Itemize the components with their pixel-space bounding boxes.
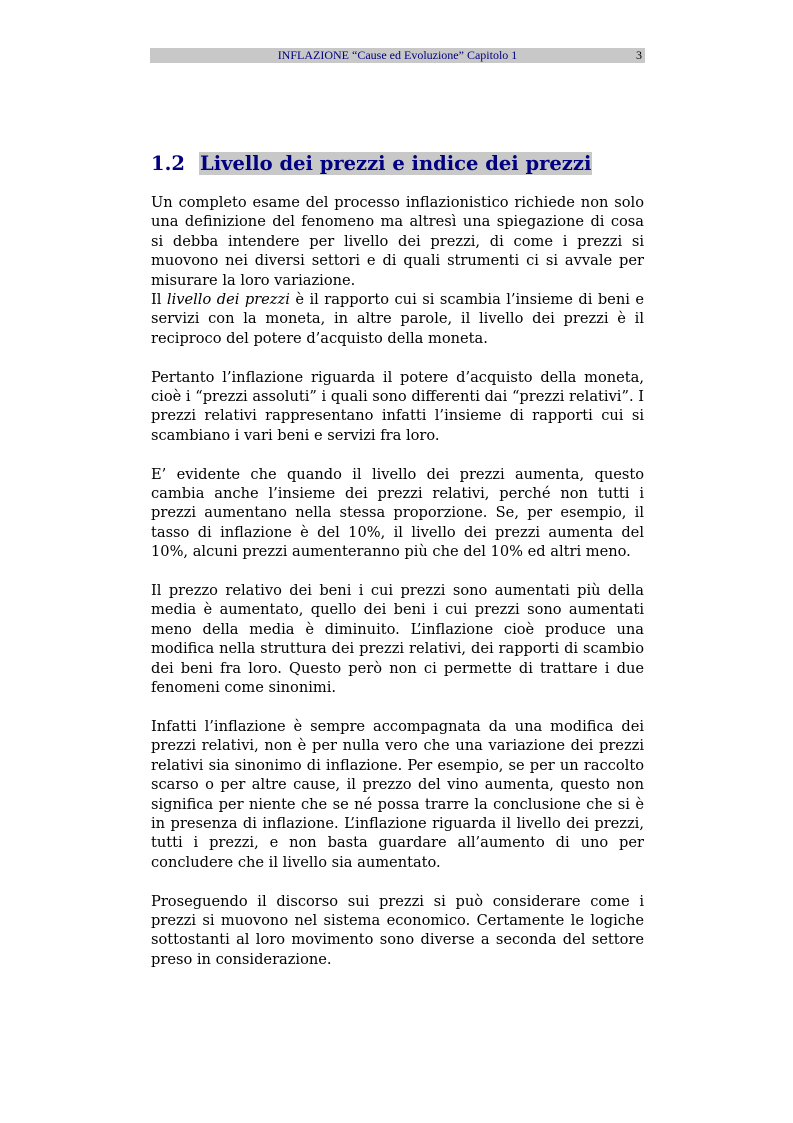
paragraph-definition bbox=[151, 290, 644, 348]
term-livello-dei-prezzi: livello dei prezzi bbox=[166, 291, 290, 309]
page-number: 3 bbox=[636, 48, 642, 62]
paragraph-proporzione: E’ evidente che quando il livello dei prezzi aumenta, questo cambia anche l’insieme dei prezzi relativi, perché non tutti i prezzi aumentano nella stessa proporzione. Se, per esempio, il tasso di inflazione è del 10%, il livello dei prezzi aumenta del 10%, alcuni prezzi aumenteranno più che del 10% ed altri meno. bbox=[151, 465, 644, 561]
body-text bbox=[151, 193, 644, 989]
section-number: 1.2 bbox=[151, 152, 185, 175]
section-title: Livello dei prezzi e indice dei prezzi bbox=[200, 152, 592, 175]
paragraph-media: Il prezzo relativo dei beni i cui prezzi sono aumentati più della media è aumentato, quello dei beni i cui prezzi sono aumentati meno della media è diminuito. L’inflazione cioè produce una modifica nella struttura dei prezzi relativi, dei rapporti di scambio dei beni fra loro. Questo però non ci permette di trattare i due fenomeni come sinonimi. bbox=[151, 582, 644, 697]
paragraph-prezzi-relativi: Pertanto l’inflazione riguarda il potere d’acquisto della moneta, cioè i “prezzi assoluti” i quali sono differenti dai “prezzi relativi”. I prezzi relativi rappresentano infatti l’insieme di rapporti cui si scambiano i vari beni e servizi fra loro. bbox=[151, 368, 644, 444]
paragraph-definition-suffix: è il rapporto cui si scambia l’insieme di beni e servizi con la moneta, in altre parole, il livello dei prezzi è il reciproco del potere d’acquisto della moneta. bbox=[151, 291, 644, 347]
paragraph-sinonimo: Infatti l’inflazione è sempre accompagnata da una modifica dei prezzi relativi, non è per nulla vero che una variazione dei prezzi relativi sia sinonimo di inflazione. Per esempio, se per un raccolto scarso o per altre cause, il prezzo del vino aumenta, questo non significa per niente che se né possa trarre la conclusione che si è in presenza di inflazione. L’inflazione riguarda il livello dei prezzi, tutti i prezzi, e non basta guardare all’aumento di uno per concludere che il livello sia aumentato. bbox=[151, 717, 644, 871]
paragraph-intro: Un completo esame del processo inflazionistico richiede non solo una definizione del fenomeno ma altresì una spiegazione di cosa si debba intendere per livello dei prezzi, di come i prezzi si muovono nei diversi settori e di quali strumenti ci si avvale per misurare la loro variazione. bbox=[151, 194, 644, 289]
section-heading bbox=[151, 151, 592, 177]
running-header-title: INFLAZIONE “Cause ed Evoluzione” Capitolo 1 bbox=[277, 48, 518, 62]
paragraph-definition-prefix: Il bbox=[151, 291, 167, 309]
paragraph-settori: Proseguendo il discorso sui prezzi si può considerare come i prezzi si muovono nel sistema economico. Certamente le logiche sottostanti al loro movimento sono diverse a seconda del settore preso in considerazione. bbox=[151, 892, 644, 968]
running-header bbox=[150, 48, 645, 63]
